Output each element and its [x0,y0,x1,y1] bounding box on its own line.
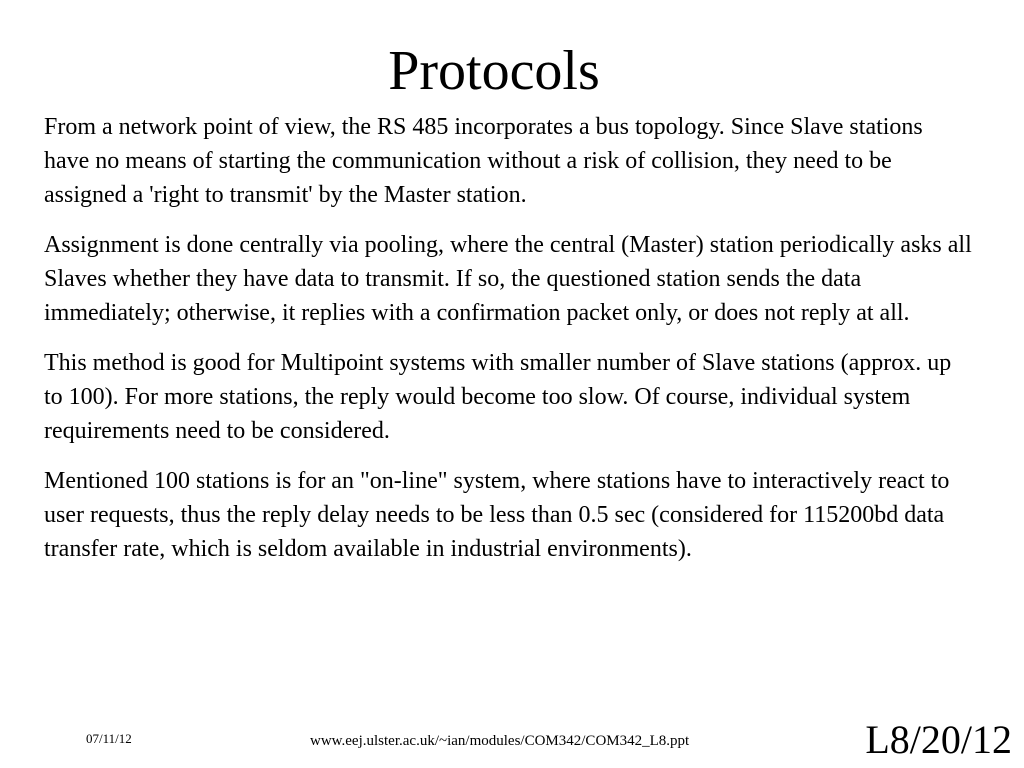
paragraph-multipoint: This method is good for Multipoint systems with smaller number of Slave stations (approx. up to 100). For more stations, the reply would become too slow. Of course, individual system requirements need to be considered. [44,350,952,444]
slide-body [44,110,974,582]
footer-url: www.eej.ulster.ac.uk/~ian/modules/COM342/COM342_L8.ppt [310,733,690,749]
slide-title: Protocols [388,40,600,102]
footer-page-number: L8/20/12 [865,717,1012,762]
paragraph-pooling: Assignment is done centrally via pooling, where the central (Master) station periodically asks all Slaves whether they have data to transmit. If so, the questioned station sends the data immediately; otherwise, it replies with a confirmation packet only, or does not reply at all. [44,232,972,326]
footer-date: 07/11/12 [86,731,132,746]
paragraph-online-system: Mentioned 100 stations is for an "on-line" system, where stations have to interactively react to user requests, thus the reply delay needs to be less than 0.5 sec (considered for 115200bd data transfer rate, which is seldom available in industrial environments). [44,468,950,562]
paragraph-bus-topology: From a network point of view, the RS 485 incorporates a bus topology. Since Slave stations have no means of starting the communication without a risk of collision, they need to be assigned a 'right to transmit' by the Master station. [44,114,923,208]
